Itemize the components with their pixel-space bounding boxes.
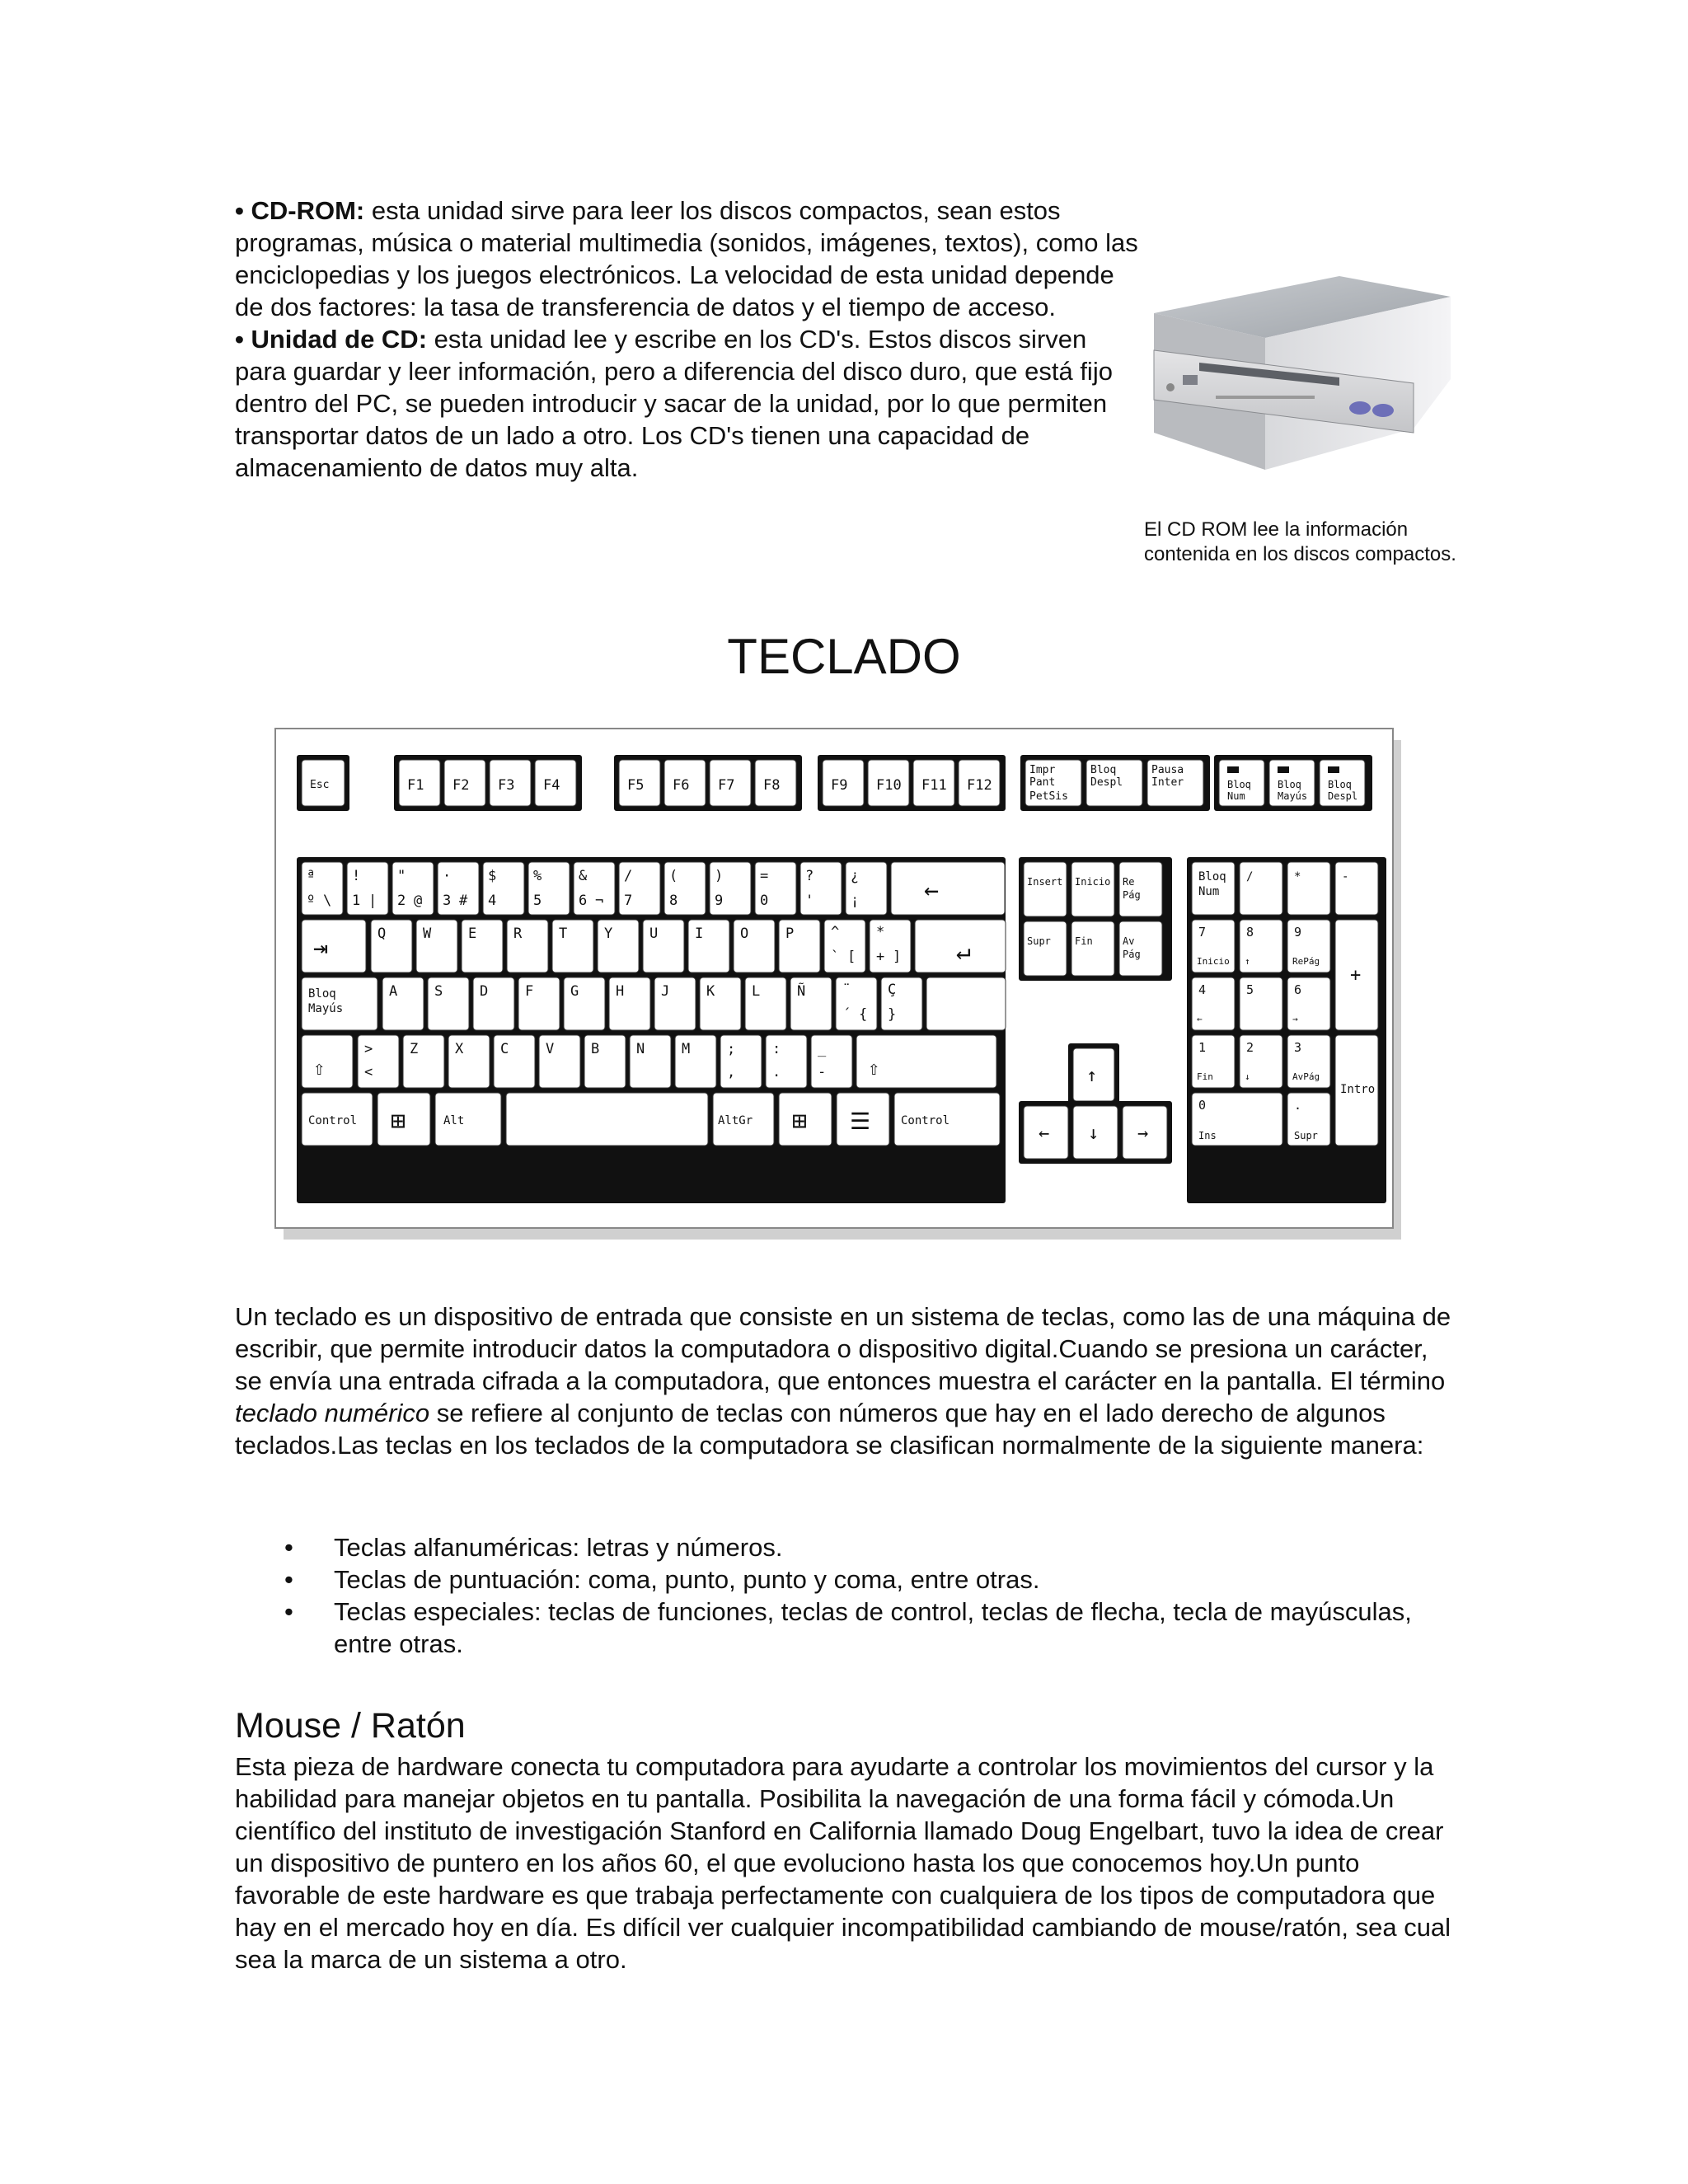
key-letter — [382, 977, 424, 1030]
key-label: G — [570, 983, 579, 1000]
key-label: 0 — [1198, 1098, 1207, 1113]
key-label: - — [818, 1064, 827, 1080]
key-label: N — [636, 1041, 645, 1057]
key-label: U — [649, 926, 659, 942]
key-label: . — [1294, 1098, 1302, 1113]
key-enter — [915, 920, 1006, 972]
list-item-text: Teclas alfanuméricas: letras y números. — [334, 1533, 783, 1562]
key-label: Q — [377, 926, 387, 942]
key-label: + — [1350, 965, 1362, 986]
key-label: ← — [1197, 1014, 1203, 1024]
key-label: Av — [1123, 935, 1135, 947]
key-label: ☰ — [850, 1108, 871, 1135]
key-system — [1086, 760, 1142, 806]
key-label: PetSis — [1029, 790, 1068, 803]
key-f3 — [490, 760, 531, 806]
key-label: 6 — [579, 893, 588, 909]
key-label: → — [1137, 1123, 1149, 1144]
key-label: / — [624, 868, 633, 884]
list-item — [235, 1563, 1455, 1596]
keyboard-description — [235, 1301, 1455, 1461]
key-letter — [654, 977, 696, 1030]
image-caption: El CD ROM lee la información contenida en los discos compactos. — [1144, 518, 1456, 565]
keyboard-description-b: se refiere al conjunto de teclas con números que hay en el lado derecho de algunos teclados.Las teclas en los teclados de la computadora se clasifican normalmente de la siguiente manera: — [235, 1399, 1424, 1460]
key-row4 — [811, 1035, 852, 1088]
key-label: Z — [410, 1041, 419, 1057]
key-f8 — [755, 760, 796, 806]
key-label: 8 — [1246, 925, 1254, 940]
key-letter — [462, 920, 503, 972]
key-label: Y — [604, 926, 613, 942]
key-label: : — [772, 1041, 781, 1057]
key-label: ª — [307, 868, 316, 884]
key-label: ( — [669, 868, 678, 884]
key-row1 — [710, 862, 751, 915]
key-arrow — [1073, 1106, 1118, 1159]
key-label: F5 — [627, 777, 645, 794]
key-label: · — [443, 868, 452, 884]
key-label: Bloq — [1090, 764, 1117, 776]
key-label: H — [616, 983, 625, 1000]
numpad-key — [1240, 862, 1282, 915]
key-label: ⇧ — [868, 1057, 880, 1080]
numpad-key-intro — [1335, 1035, 1378, 1146]
key-label: ¨ — [842, 982, 851, 998]
key-label: F3 — [498, 777, 515, 794]
key-system — [1025, 760, 1081, 806]
key-label: L — [752, 983, 761, 1000]
key-label: → — [1292, 1014, 1298, 1024]
cd-unit-label: • Unidad de CD: — [235, 325, 428, 354]
key-row1 — [438, 862, 479, 915]
key-row1 — [392, 862, 434, 915]
key-label: F10 — [876, 777, 902, 794]
key-letter — [609, 977, 650, 1030]
mouse-paragraph: Esta pieza de hardware conecta tu computadora para ayudarte a controlar los movimientos del cursor y la habilidad para manejar objetos en tu pantalla. Posibilita la navegación de una forma fácil y cómoda.Un científico del instituto de investigación Stanford en California llamado Doug Engelbart, tuvo la idea de crear un dispositivo de puntero en los años 60, el que evoluciono hasta los que conocemos hoy.Un punto favorable de este hardware es que trabaja perfectamente con cualquiera de los tipos de computadora que hay en el mercado hoy en día. Es difícil ver cualquier incompatibilidad cambiando de mouse/ratón, sea cual sea la marca de un sistema a otro. — [235, 1752, 1451, 1974]
key-label: Num — [1198, 885, 1220, 898]
key-row1 — [800, 862, 842, 915]
key-row1 — [755, 862, 796, 915]
key-label: T — [559, 926, 568, 942]
key-label: E — [468, 926, 477, 942]
key-label: ) — [715, 868, 724, 884]
key-label: S — [434, 983, 443, 1000]
key-label: & — [579, 868, 588, 884]
key-label: + — [876, 949, 885, 965]
key-label: Ç — [888, 982, 897, 998]
key-letter — [643, 920, 684, 972]
key-row1 — [664, 862, 706, 915]
key-label: ⊞ — [391, 1107, 406, 1136]
key-label: Ins — [1198, 1130, 1217, 1141]
key-label: X — [455, 1041, 464, 1057]
numpad-key — [1287, 977, 1330, 1030]
key-altgr — [713, 1093, 774, 1146]
key-navigation — [1119, 921, 1162, 976]
key-arrow — [1123, 1106, 1167, 1159]
numpad-key — [1335, 862, 1378, 915]
key-label: F12 — [967, 777, 992, 794]
key-label: # — [459, 893, 468, 909]
list-item-text: Teclas especiales: teclas de funciones, teclas de control, teclas de flecha, tecla de mayúsculas, entre otras. — [334, 1597, 1412, 1658]
cdrom-text: esta unidad sirve para leer los discos compactos, sean estos programas, música o material multimedia (sonidos, imágenes, textos), como las enciclopedias y los juegos electrónicos. La velocidad de esta unidad depende de dos factores: la tasa de transferencia de datos y el tiempo de acceso. — [235, 196, 1138, 321]
numpad-key — [1240, 977, 1282, 1030]
key-label: F2 — [452, 777, 470, 794]
key-label: Fin — [1197, 1071, 1213, 1082]
key-label: F1 — [407, 777, 424, 794]
key-row2-symbol — [870, 920, 911, 972]
key-letter — [700, 977, 741, 1030]
key-label: ¬ — [595, 893, 604, 909]
key-letter — [416, 920, 457, 972]
key-letter — [779, 920, 820, 972]
key-label: Mayús — [308, 1002, 344, 1015]
key-letter — [734, 920, 775, 972]
key-enter-lower — [926, 977, 1006, 1030]
menu-icon — [837, 1093, 889, 1146]
key-navigation — [1024, 921, 1067, 976]
key-f1 — [399, 760, 440, 806]
key-label: ⊞ — [792, 1107, 808, 1136]
bullet-glyph: • — [284, 1565, 293, 1594]
key-label: * — [876, 924, 885, 940]
key-label: R — [513, 926, 523, 942]
numpad-key — [1287, 1035, 1330, 1088]
key-row4 — [403, 1035, 444, 1088]
led-indicator — [1219, 760, 1264, 806]
key-label: Impr — [1029, 764, 1056, 776]
key-row4 — [539, 1035, 580, 1088]
key-label: Bloq — [1278, 779, 1301, 790]
numpad-key-plus — [1335, 920, 1378, 1030]
key-navigation — [1071, 862, 1114, 916]
numpad-key — [1240, 1035, 1282, 1088]
key-label: 0 — [760, 893, 769, 909]
key-label: Inicio — [1197, 956, 1230, 967]
key-letter — [371, 920, 412, 972]
key-label: | — [368, 893, 377, 909]
key-label: ⇧ — [313, 1057, 326, 1080]
key-label: F8 — [763, 777, 781, 794]
key-label: < — [364, 1064, 373, 1080]
key-label: > — [364, 1041, 373, 1057]
key-label: 8 — [669, 893, 678, 909]
key-control-left — [302, 1093, 373, 1146]
key-label: ↓ — [1245, 1071, 1250, 1082]
key-alt — [435, 1093, 501, 1146]
key-f2 — [444, 760, 485, 806]
key-arrow — [1024, 1106, 1068, 1159]
key-label: F9 — [831, 777, 848, 794]
key-row4 — [766, 1035, 807, 1088]
key-label: F6 — [673, 777, 690, 794]
key-label: ↑ — [1245, 956, 1250, 967]
key-row4 — [358, 1035, 399, 1088]
key-label: A — [389, 983, 398, 1000]
key-label: Pág — [1123, 889, 1141, 901]
key-label: C — [500, 1041, 509, 1057]
key-label: Fin — [1075, 935, 1093, 947]
numpad-key — [1192, 977, 1235, 1030]
key-row1 — [347, 862, 388, 915]
key-label: ! — [352, 868, 361, 884]
numpad-key — [1192, 1035, 1235, 1088]
numpad-key — [1287, 920, 1330, 972]
key-label: 1 — [1198, 1040, 1207, 1055]
key-label: ← — [1039, 1123, 1050, 1144]
key-f6 — [664, 760, 706, 806]
key-label: 2 — [397, 893, 406, 909]
key-label: Num — [1227, 790, 1245, 802]
key-caps-lock — [302, 977, 377, 1030]
led-light — [1278, 766, 1289, 773]
key-label: Mayús — [1278, 790, 1308, 802]
led-light — [1328, 766, 1339, 773]
key-label: 9 — [715, 893, 724, 909]
key-row4 — [675, 1035, 716, 1088]
key-label: 3 — [443, 893, 452, 909]
list-item — [235, 1596, 1455, 1660]
key-arrow-up — [1073, 1048, 1114, 1101]
key-label: ¿ — [851, 868, 860, 884]
key-label: [ — [847, 949, 856, 965]
key-row1 — [846, 862, 887, 915]
key-navigation — [1071, 921, 1114, 976]
windows-icon — [377, 1093, 430, 1146]
key-label: AltGr — [718, 1114, 753, 1127]
numpad-key — [1192, 862, 1235, 915]
key-label: Bloq — [1198, 870, 1226, 883]
cdrom-label: • CD-ROM: — [235, 196, 365, 225]
section-title-mouse: Mouse / Ratón — [235, 1706, 466, 1746]
key-label: V — [546, 1041, 555, 1057]
key-label: ^ — [831, 924, 840, 940]
key-label: Bloq — [1227, 779, 1251, 790]
key-letter — [688, 920, 729, 972]
key-label: AvPág — [1292, 1071, 1320, 1082]
key-f9 — [823, 760, 864, 806]
key-label: Supr — [1027, 935, 1051, 947]
key-shift-left — [302, 1035, 353, 1088]
numpad-key — [1240, 920, 1282, 972]
key-label: { — [859, 1006, 868, 1023]
key-row1 — [302, 862, 343, 915]
key-f11 — [913, 760, 954, 806]
key-row3-symbol — [881, 977, 922, 1030]
key-label: 6 — [1294, 982, 1302, 997]
key-label: Supr — [1294, 1130, 1318, 1141]
key-label: 7 — [1198, 925, 1207, 940]
key-label: Inter — [1151, 776, 1184, 789]
key-space — [506, 1093, 708, 1146]
key-label: / — [1246, 870, 1254, 883]
key-label: 5 — [1246, 982, 1254, 997]
key-shift-right — [856, 1035, 996, 1088]
key-label: ↓ — [1088, 1123, 1100, 1144]
key-f4 — [535, 760, 576, 806]
key-label: 2 — [1246, 1040, 1254, 1055]
key-label: K — [706, 983, 715, 1000]
key-label: @ — [414, 893, 423, 909]
list-item — [235, 1531, 1455, 1563]
key-row3-symbol — [836, 977, 877, 1030]
key-row4 — [630, 1035, 671, 1088]
key-label: ' — [805, 893, 814, 909]
key-letter — [564, 977, 605, 1030]
numpad-key — [1192, 920, 1235, 972]
section-title-teclado: TECLADO — [727, 629, 961, 684]
key-label: F4 — [543, 777, 560, 794]
key-row4 — [448, 1035, 490, 1088]
key-navigation — [1024, 862, 1067, 916]
key-tab — [302, 920, 366, 972]
key-letter — [473, 977, 514, 1030]
key-label: F11 — [921, 777, 947, 794]
key-types-list — [235, 1531, 1455, 1660]
key-letter — [507, 920, 548, 972]
key-label: º — [307, 893, 316, 909]
key-label: Alt — [443, 1114, 465, 1127]
key-row2-symbol — [824, 920, 865, 972]
key-row1 — [619, 862, 660, 915]
key-label: M — [682, 1041, 691, 1057]
numpad-key-dot — [1287, 1093, 1330, 1146]
key-f5 — [619, 760, 660, 806]
list-item-text: Teclas de puntuación: coma, punto, punto y coma, entre otras. — [334, 1565, 1040, 1594]
key-label: Control — [901, 1114, 950, 1127]
key-label: ? — [805, 868, 814, 884]
key-label: } — [888, 1006, 897, 1023]
key-control-right — [894, 1093, 1000, 1146]
key-label: 1 — [352, 893, 361, 909]
key-f7 — [710, 760, 751, 806]
key-row4 — [494, 1035, 535, 1088]
key-label: 5 — [533, 893, 542, 909]
key-letter — [790, 977, 832, 1030]
key-label: ´ — [842, 1006, 851, 1023]
numpad-key-zero — [1192, 1093, 1282, 1146]
cdrom-paragraph — [235, 194, 1142, 484]
key-label: " — [397, 868, 406, 884]
key-label: Control — [308, 1114, 358, 1127]
key-label: Despl — [1090, 776, 1123, 789]
key-label: ] — [893, 949, 902, 965]
key-row1 — [574, 862, 615, 915]
key-label: ↑ — [1086, 1066, 1098, 1086]
key-system — [1147, 760, 1203, 806]
key-label: J — [661, 983, 670, 1000]
key-label: Pant — [1029, 776, 1056, 789]
key-label: RePág — [1292, 956, 1320, 967]
key-label: - — [1342, 870, 1349, 883]
key-label: I — [695, 926, 704, 942]
key-label: P — [785, 926, 795, 942]
key-label: Pág — [1123, 949, 1141, 960]
led-light — [1227, 766, 1239, 773]
key-label: F — [525, 983, 534, 1000]
key-label: Intro — [1340, 1083, 1376, 1096]
key-row4 — [720, 1035, 762, 1088]
key-label: ¡ — [851, 893, 860, 909]
key-label: Ñ — [797, 983, 806, 1000]
key-label: $ — [488, 868, 497, 884]
keyboard-description-a: Un teclado es un dispositivo de entrada que consiste en un sistema de teclas, como las de una máquina de escribir, que permite introducir datos la computadora o dispositivo digital.Cuando se presiona un carácter, se envía una entrada cifrada a la computadora, que entonces muestra el carácter en la pantalla. El término — [235, 1302, 1451, 1395]
key-navigation — [1119, 862, 1162, 916]
key-letter — [598, 920, 639, 972]
key-letter — [745, 977, 786, 1030]
bullet-glyph: • — [284, 1597, 293, 1626]
key-f10 — [868, 760, 909, 806]
key-label: = — [760, 868, 769, 884]
key-letter — [518, 977, 560, 1030]
bullet-glyph: • — [284, 1533, 293, 1562]
key-letter — [428, 977, 469, 1030]
key-label: * — [1294, 870, 1301, 883]
key-label: O — [740, 926, 749, 942]
led-indicator — [1269, 760, 1315, 806]
key-label: . — [772, 1064, 781, 1080]
key-label: F7 — [718, 777, 735, 794]
key-label: Despl — [1328, 790, 1358, 802]
key-label: Pausa — [1151, 764, 1184, 776]
key-label: 4 — [1198, 982, 1207, 997]
key-label: ; — [727, 1041, 736, 1057]
keyboard-diagram — [272, 725, 1409, 1253]
key-label: , — [727, 1064, 736, 1080]
led-indicator — [1320, 760, 1365, 806]
key-label: _ — [818, 1041, 827, 1057]
key-label: Insert — [1027, 876, 1063, 888]
keyboard-description-term: teclado numérico — [235, 1399, 430, 1427]
key-backspace — [891, 862, 1005, 915]
key-label: ← — [924, 876, 940, 905]
key-label: B — [591, 1041, 600, 1057]
key-label: Esc — [310, 779, 330, 791]
key-label: ↵ — [956, 937, 972, 966]
key-row4 — [584, 1035, 626, 1088]
key-label: 9 — [1294, 925, 1302, 940]
key-letter — [552, 920, 593, 972]
key-label: Bloq — [308, 987, 336, 1001]
cd-unit-text: esta unidad lee y escribe en los CD's. Estos discos sirven para guardar y leer información, pero a diferencia del disco duro, que está fijo dentro del PC, se pueden introducir y sacar de la unidad, por lo que permiten transportar datos de un lado a otro. Los CD's tienen una capacidad de almacenamiento de datos muy alta. — [235, 325, 1113, 482]
key-label: 3 — [1294, 1040, 1302, 1055]
key-label: % — [533, 868, 542, 884]
key-label: \ — [323, 893, 332, 909]
windows-icon — [779, 1093, 832, 1146]
key-row1 — [483, 862, 524, 915]
key-label: Bloq — [1328, 779, 1352, 790]
key-label: Re — [1123, 876, 1135, 888]
key-label: D — [480, 983, 489, 1000]
key-label: ` — [831, 949, 840, 965]
key-label: W — [423, 926, 432, 942]
key-esc — [302, 760, 345, 806]
key-f12 — [959, 760, 1000, 806]
key-label: 7 — [624, 893, 633, 909]
key-label: 4 — [488, 893, 497, 909]
numpad-key — [1287, 862, 1330, 915]
key-label: ⇥ — [313, 934, 329, 963]
key-label: Inicio — [1075, 876, 1111, 888]
key-row1 — [528, 862, 570, 915]
cdrom-drive-image — [1150, 206, 1455, 503]
